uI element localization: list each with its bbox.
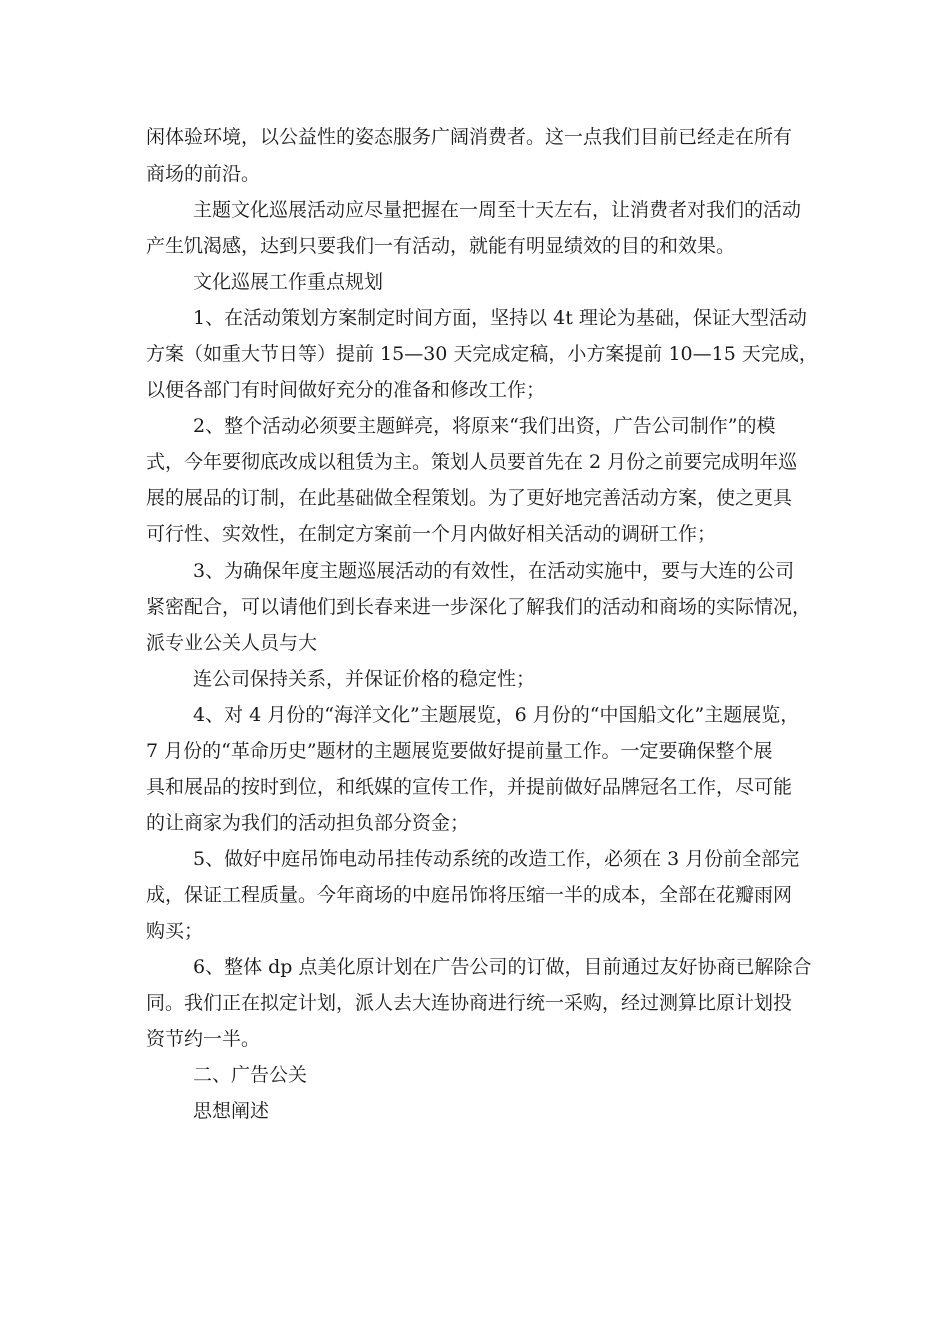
text-line: 主题文化巡展活动应尽量把握在一周至十天左右，让消费者对我们的活动 bbox=[193, 199, 802, 221]
text-line: 闲体验环境，以公益性的姿态服务广阔消费者。这一点我们目前已经走在所有 bbox=[146, 126, 793, 148]
text-line: 1、在活动策划方案制定时间方面，坚持以 4t 理论为基础，保证大型活动 bbox=[193, 307, 807, 329]
section-heading: 文化巡展工作重点规划 bbox=[193, 271, 384, 293]
text-line: 具和展品的按时到位，和纸媒的宣传工作，并提前做好品牌冠名工作，尽可能 bbox=[146, 776, 793, 798]
text-line: 商场的前沿。 bbox=[146, 163, 261, 185]
text-line: 资节约一半。 bbox=[146, 1028, 261, 1050]
text-line: 紧密配合，可以请他们到长春来进一步深化了解我们的活动和商场的实际情况， bbox=[146, 596, 812, 618]
section-heading: 思想阐述 bbox=[193, 1100, 270, 1122]
text-line: 7 月份的“革命历史”题材的主题展览要做好提前量工作。一定要确保整个展 bbox=[146, 740, 773, 762]
text-line: 可行性、实效性，在制定方案前一个月内做好相关活动的调研工作； bbox=[146, 523, 717, 545]
text-line: 4、对 4 月份的“海洋文化”主题展览，6 月份的“中国船文化”主题展览， bbox=[193, 704, 800, 726]
text-line: 连公司保持关系，并保证价格的稳定性； bbox=[193, 668, 536, 690]
text-line: 派专业公关人员与大 bbox=[146, 632, 318, 654]
text-line: 5、做好中庭吊饰电动吊挂传动系统的改造工作，必须在 3 月份前全部完 bbox=[193, 848, 800, 870]
text-line: 展的展品的订制，在此基础做全程策划。为了更好地完善活动方案，使之更具 bbox=[146, 487, 793, 509]
text-line: 方案（如重大节日等）提前 15—30 天完成定稿，小方案提前 10—15 天完成， bbox=[146, 343, 818, 365]
text-line: 以便各部门有时间做好充分的准备和修改工作； bbox=[146, 379, 546, 401]
text-line: 同。我们正在拟定计划，派人去大连协商进行统一采购，经过测算比原计划投 bbox=[146, 992, 793, 1014]
text-line: 购买； bbox=[146, 920, 204, 942]
text-line: 式，今年要彻底改成以租赁为主。策划人员要首先在 2 月份之前要完成明年巡 bbox=[146, 451, 798, 473]
text-line: 2、整个活动必须要主题鲜亮，将原来“我们出资，广告公司制作”的模 bbox=[193, 415, 776, 437]
section-heading: 二、广告公关 bbox=[193, 1064, 308, 1086]
text-line: 6、整体 dp 点美化原计划在广告公司的订做，目前通过友好协商已解除合 bbox=[193, 956, 812, 978]
text-line: 产生饥渴感，达到只要我们一有活动，就能有明显绩效的目的和效果。 bbox=[146, 235, 736, 257]
text-line: 的让商家为我们的活动担负部分资金； bbox=[146, 812, 470, 834]
text-line: 成，保证工程质量。今年商场的中庭吊饰将压缩一半的成本，全部在花瓣雨网 bbox=[146, 884, 793, 906]
text-line: 3、为确保年度主题巡展活动的有效性，在活动实施中，要与大连的公司 bbox=[193, 560, 795, 582]
